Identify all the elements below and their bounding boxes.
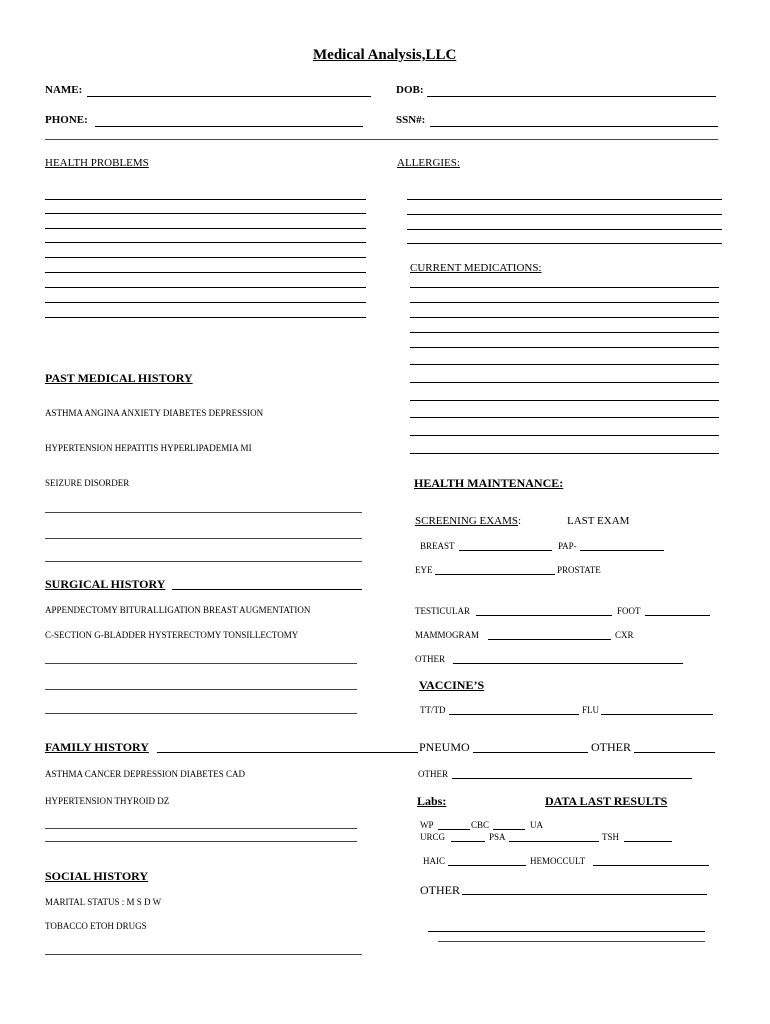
haic-field[interactable] <box>448 865 526 866</box>
dob-label: DOB: <box>396 84 424 96</box>
labs-line[interactable] <box>438 941 705 942</box>
wp-label: WP <box>420 820 434 830</box>
eye-field[interactable] <box>435 574 555 575</box>
testicular-field[interactable] <box>476 615 612 616</box>
flu-field[interactable] <box>601 714 713 715</box>
hemoccult-field[interactable] <box>593 865 709 866</box>
other-vaccine-label: OTHER <box>591 740 631 754</box>
breast-field[interactable] <box>459 550 552 551</box>
other-vaccine-field[interactable] <box>634 752 715 753</box>
last-exam-label: LAST EXAM <box>567 515 630 527</box>
vaccines-heading: VACCINE’S <box>419 678 485 692</box>
pneumo-label: PNEUMO <box>419 740 470 754</box>
hemoccult-label: HEMOCCULT <box>530 856 586 866</box>
phone-label: PHONE: <box>45 114 88 126</box>
health-problems-line[interactable] <box>45 242 366 243</box>
cbc-field[interactable] <box>493 829 525 830</box>
other-lab-label: OTHER <box>420 883 460 897</box>
allergies-heading: ALLERGIES: <box>397 157 460 169</box>
other-vaccine-2-field[interactable] <box>452 778 692 779</box>
medication-line[interactable] <box>410 400 719 401</box>
surgical-row-1: APPENDECTOMY BITURALLIGATION BREAST AUGMENTATION <box>45 605 311 615</box>
health-problems-line[interactable] <box>45 228 366 229</box>
dob-field[interactable] <box>427 96 716 97</box>
family-row-2: HYPERTENSION THYROID DZ <box>45 796 170 806</box>
cbc-label: CBC <box>471 820 490 830</box>
surgical-history-heading-line[interactable] <box>172 589 362 590</box>
urcg-label: URCG <box>420 832 446 842</box>
pmh-line[interactable] <box>45 512 362 513</box>
health-problems-line[interactable] <box>45 213 366 214</box>
haic-label: HAIC <box>423 856 445 866</box>
allergies-line[interactable] <box>407 229 722 230</box>
labs-heading: Labs: <box>417 794 447 808</box>
medication-line[interactable] <box>410 453 719 454</box>
current-medications-heading: CURRENT MEDICATIONS: <box>410 262 542 274</box>
pmh-conditions-row-1: ASTHMA ANGINA ANXIETY DIABETES DEPRESSION <box>45 408 264 418</box>
foot-label: FOOT <box>617 606 641 616</box>
surgical-line[interactable] <box>45 689 357 690</box>
pmh-conditions-row-3: SEIZURE DISORDER <box>45 478 130 488</box>
health-problems-line[interactable] <box>45 199 366 200</box>
ua-label: UA <box>530 820 543 830</box>
surgical-line[interactable] <box>45 713 357 714</box>
pmh-conditions-row-2: HYPERTENSION HEPATITIS HYPERLIPADEMIA MI <box>45 443 252 453</box>
family-row-1: ASTHMA CANCER DEPRESSION DIABETES CAD <box>45 769 246 779</box>
social-history-heading: SOCIAL HISTORY <box>45 869 149 883</box>
surgical-row-2: C-SECTION G-BLADDER HYSTERECTOMY TONSILLECTOMY <box>45 630 299 640</box>
other-exam-label: OTHER <box>415 654 445 664</box>
surgical-line[interactable] <box>45 663 357 664</box>
ttd-field[interactable] <box>449 714 579 715</box>
health-problems-line[interactable] <box>45 317 366 318</box>
name-label: NAME: <box>45 84 83 96</box>
other-exam-field[interactable] <box>453 663 683 664</box>
mammogram-field[interactable] <box>488 639 611 640</box>
family-line[interactable] <box>45 841 357 842</box>
data-last-results-heading: DATA LAST RESULTS <box>545 794 668 808</box>
urcg-field[interactable] <box>451 841 485 842</box>
medication-line[interactable] <box>410 332 719 333</box>
family-history-heading-line[interactable] <box>157 752 418 753</box>
medication-line[interactable] <box>410 364 719 365</box>
surgical-history-heading: SURGICAL HISTORY <box>45 577 166 591</box>
medication-line[interactable] <box>410 382 719 383</box>
screening-exams-heading: SCREENING EXAMS: <box>415 515 522 527</box>
pmh-line[interactable] <box>45 538 362 539</box>
family-history-heading: FAMILY HISTORY <box>45 740 149 754</box>
labs-line[interactable] <box>428 931 705 932</box>
marital-status-row: MARITAL STATUS : M S D W <box>45 897 162 907</box>
psa-label: PSA <box>489 832 506 842</box>
allergies-line[interactable] <box>407 243 722 244</box>
pmh-line[interactable] <box>45 561 362 562</box>
foot-field[interactable] <box>645 615 710 616</box>
mammogram-label: MAMMOGRAM <box>415 630 480 640</box>
medication-line[interactable] <box>410 417 719 418</box>
medication-line[interactable] <box>410 287 719 288</box>
wp-field[interactable] <box>438 829 470 830</box>
header-divider <box>45 139 718 140</box>
medication-line[interactable] <box>410 302 719 303</box>
health-problems-line[interactable] <box>45 302 366 303</box>
flu-label: FLU <box>582 705 600 715</box>
psa-field[interactable] <box>509 841 599 842</box>
social-line[interactable] <box>45 954 362 955</box>
health-problems-heading: HEALTH PROBLEMS <box>45 157 149 169</box>
page-title: Medical Analysis,LLC <box>313 47 457 63</box>
pneumo-field[interactable] <box>473 752 588 753</box>
name-field[interactable] <box>87 96 371 97</box>
medication-line[interactable] <box>410 347 719 348</box>
testicular-label: TESTICULAR <box>415 606 470 616</box>
tsh-label: TSH <box>602 832 620 842</box>
ssn-label: SSN#: <box>396 114 426 126</box>
ssn-field[interactable] <box>430 126 718 127</box>
pap-field[interactable] <box>580 550 664 551</box>
pap-label: PAP- <box>558 541 577 551</box>
substance-row: TOBACCO ETOH DRUGS <box>45 921 147 931</box>
family-line[interactable] <box>45 828 357 829</box>
other-lab-field[interactable] <box>462 894 707 895</box>
allergies-line[interactable] <box>407 199 722 200</box>
health-maintenance-heading: HEALTH MAINTENANCE: <box>414 476 564 490</box>
phone-field[interactable] <box>95 126 363 127</box>
tsh-field[interactable] <box>624 841 672 842</box>
past-medical-history-heading: PAST MEDICAL HISTORY <box>45 371 193 385</box>
medication-line[interactable] <box>410 435 719 436</box>
other-vaccine-2-label: OTHER <box>418 769 448 779</box>
breast-label: BREAST <box>420 541 455 551</box>
allergies-line[interactable] <box>407 214 722 215</box>
eye-label: EYE <box>415 565 433 575</box>
cxr-label: CXR <box>615 630 634 640</box>
health-problems-line[interactable] <box>45 272 366 273</box>
prostate-label: PROSTATE <box>557 565 601 575</box>
health-problems-line[interactable] <box>45 287 366 288</box>
ttd-label: TT/TD <box>420 705 446 715</box>
health-problems-line[interactable] <box>45 257 366 258</box>
medication-line[interactable] <box>410 317 719 318</box>
